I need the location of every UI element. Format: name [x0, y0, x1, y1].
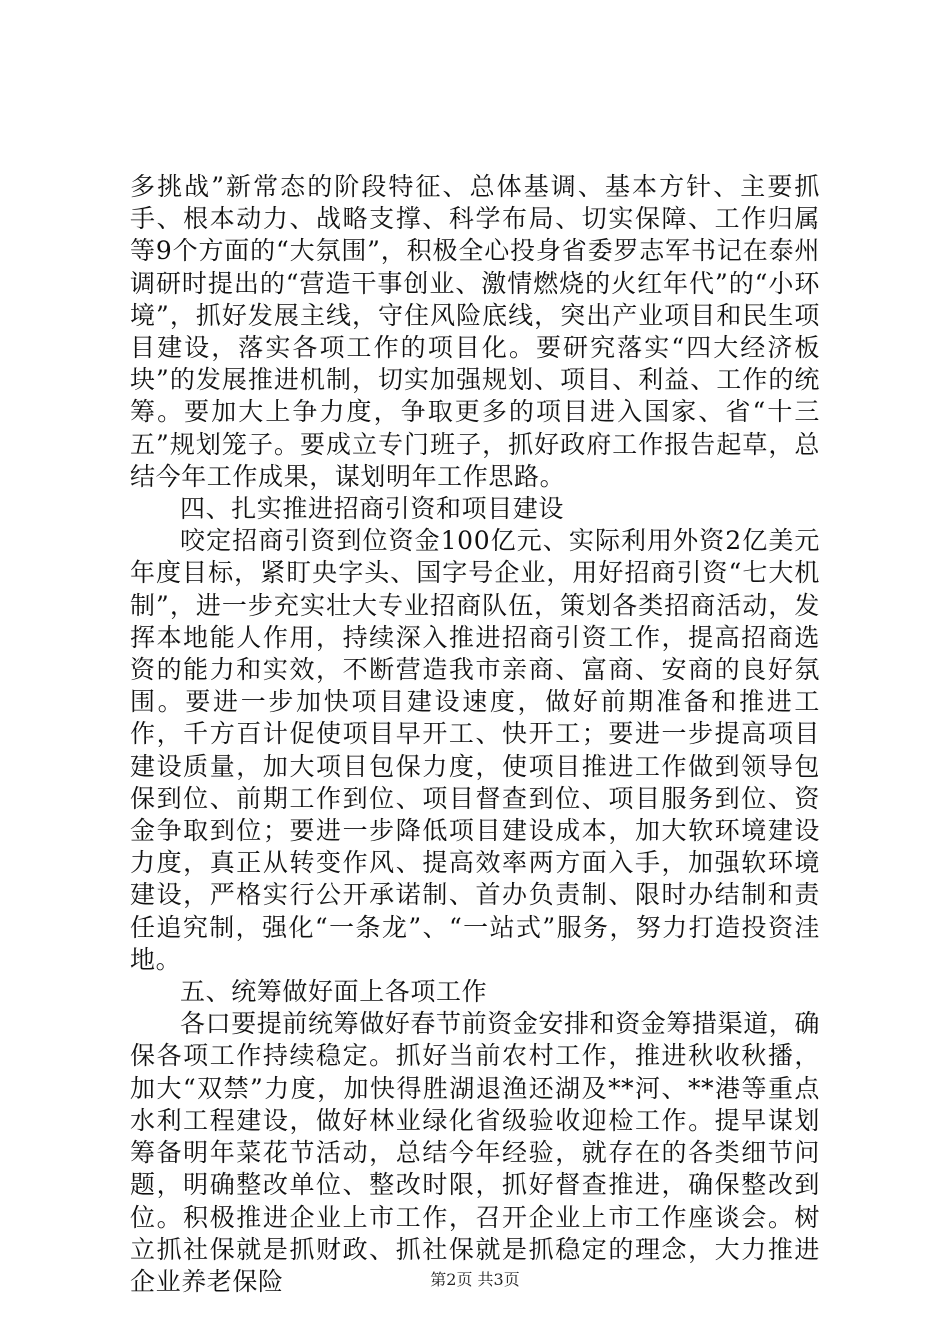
section-heading-4: 四、扎实推进招商引资和项目建设 [180, 494, 565, 524]
paragraph-investment: 咬定招商引资到位资金100亿元、实际利用外资2亿美元年度目标，紧盯央字头、国字号企业，用好招商引资“七大机制”，进一步充实壮大专业招商队伍，策划各类招商活动，发挥本地能人作用，持续深入推进招商引资工作，提高招商选资的能力和实效，不断营造我市亲商、富商、安商的良好氛围。要进一步加快项目建设速度，做好前期准备和推进工作，千方百计促使项目早开工、快开工；要进一步提高项目建设质量，加大项目包保力度，使项目推进工作做到领导包保到位、前期工作到位、项目督查到位、项目服务到位、资金争取到位；要进一步降低项目建设成本，加大软环境建设力度，真正从转变作风、提高效率两方面入手，加强软环境建设，严格实行公开承诺制、首办负责制、限时办结制和责任追究制，强化“一条龙”、“一站式”服务，努力打造投资洼地。 [130, 526, 820, 974]
document-body [130, 171, 820, 1298]
paragraph-overall-work: 各口要提前统筹做好春节前资金安排和资金筹措渠道，确保各项工作持续稳定。抓好当前农村工作，推进秋收秋播，加大“双禁”力度，加快得胜湖退渔还湖及**河、**港等重点水利工程建设，做好林业绿化省级验收迎检工作。提早谋划筹备明年菜花节活动，总结今年经验，就存在的各类细节问题，明确整改单位、整改时限，抓好督查推进，确保整改到位。积极推进企业上市工作，召开企业上市工作座谈会。树立抓社保就是抓财政、抓社保就是抓稳定的理念，大力推进企业养老保险 [130, 1009, 821, 1296]
page-footer: 第2页 共3页 [430, 1270, 520, 1289]
paragraph-continuation: 多挑战”新常态的阶段特征、总体基调、基本方针、主要抓手、根本动力、战略支撑、科学布局、切实保障、工作归属等9个方面的“大氛围”，积极全心投身省委罗志军书记在泰州调研时提出的“营造干事创业、激情燃烧的火红年代”的“小环境”，抓好发展主线，守住风险底线，突出产业项目和民生项目建设，落实各项工作的项目化。要研究落实“四大经济板块”的发展推进机制，切实加强规划、项目、利益、工作的统筹。要加大上争力度，争取更多的项目进入国家、省“十三五”规划笼子。要成立专门班子，抓好政府工作报告起草，总结今年工作成果，谋划明年工作思路。 [130, 172, 820, 491]
section-heading-5: 五、统筹做好面上各项工作 [180, 977, 488, 1007]
